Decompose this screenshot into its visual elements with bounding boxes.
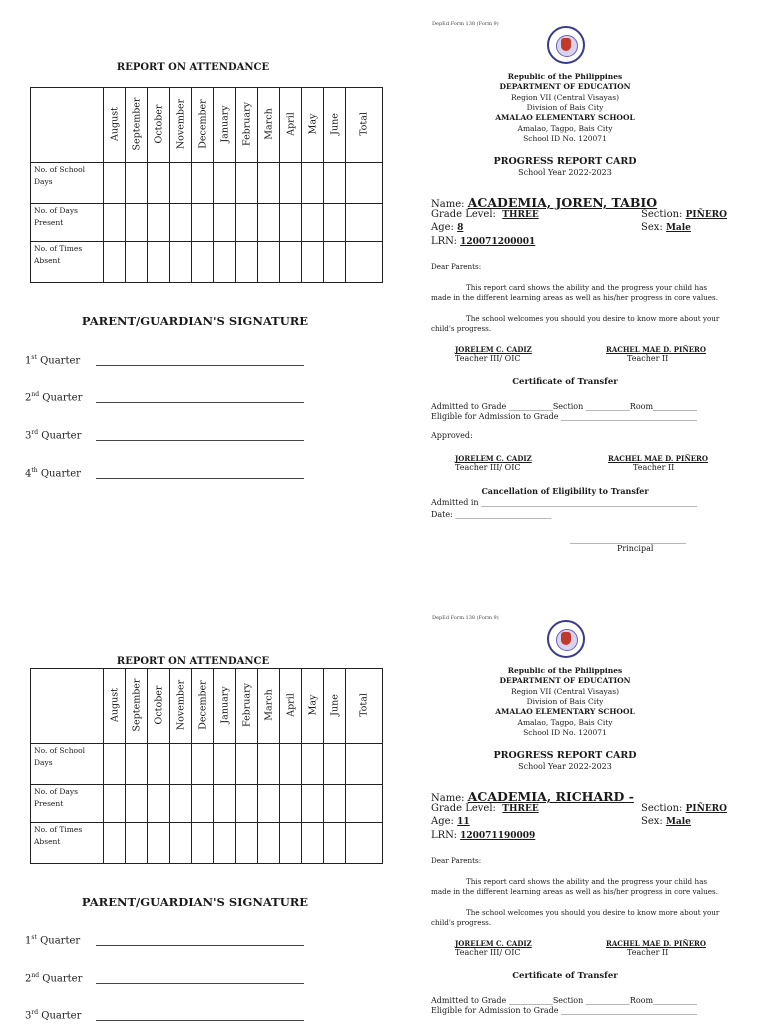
month-header: August <box>109 688 120 722</box>
month-header: May <box>307 694 318 716</box>
certificate-title: Certificate of Transfer <box>512 971 618 981</box>
department-line: DEPARTMENT OF EDUCATION <box>499 82 631 91</box>
signatory-role: Teacher II <box>627 354 669 363</box>
section-field: Section: PIÑERO <box>641 803 727 814</box>
division-line: Division of Bais City <box>526 697 604 706</box>
month-header: October <box>153 685 164 725</box>
row-label: No. of Times Absent <box>31 242 104 283</box>
total-header: Total <box>358 112 370 136</box>
sex-field: Sex: Male <box>641 222 691 233</box>
quarter-label: 1st Quarter <box>25 934 81 947</box>
table-row <box>31 242 383 283</box>
letter-text: The school welcomes you should you desire to know more about your <box>466 908 720 917</box>
attendance-table <box>30 87 383 283</box>
signature-line[interactable] <box>96 364 304 366</box>
school-line: AMALAO ELEMENTARY SCHOOL <box>495 113 635 122</box>
month-header: November <box>175 98 186 150</box>
signatory-role: Teacher III/ OIC <box>455 948 521 957</box>
row-label: No. of Days Present <box>31 204 104 242</box>
date-line[interactable]: Date: ________________________ <box>431 510 552 519</box>
signatory-role: Teacher III/ OIC <box>455 354 521 363</box>
admitted-grade-line[interactable]: Admitted to Grade ___________Section ___________Room___________ <box>431 996 698 1005</box>
signature-line[interactable] <box>96 982 304 984</box>
quarter-label: 1st Quarter <box>25 354 81 367</box>
signature-title: PARENT/GUARDIAN'S SIGNATURE <box>81 314 309 328</box>
signature-line[interactable] <box>96 944 304 946</box>
form-tag: DepEd Form 138 (Form 9) <box>432 21 499 27</box>
certificate-title: Certificate of Transfer <box>512 377 618 387</box>
letter-text: child's progress. <box>431 324 492 333</box>
address-line: Amalao, Tagpo, Bais City <box>517 124 613 133</box>
total-header: Total <box>358 693 370 717</box>
report-card-page-2 <box>0 594 768 1024</box>
section-field: Section: PIÑERO <box>641 209 727 220</box>
school-year: School Year 2022-2023 <box>518 168 612 177</box>
admitted-grade-line[interactable]: Admitted to Grade ___________Section ___________Room___________ <box>431 402 698 411</box>
signature-title: PARENT/GUARDIAN'S SIGNATURE <box>81 895 309 909</box>
month-header: March <box>263 689 274 721</box>
letter-text: This report card shows the ability and the progress your child has <box>466 877 708 886</box>
attendance-table <box>30 668 383 864</box>
month-header: September <box>131 678 142 732</box>
letter-text: child's progress. <box>431 918 492 927</box>
name-field: Name: ACADEMIA, JOREN, TABIO <box>431 195 658 210</box>
table-row <box>31 163 383 204</box>
signatory-name: JORELEM C. CADIZ <box>455 345 532 354</box>
greeting: Dear Parents: <box>431 262 482 271</box>
admitted-in-line[interactable]: Admitted in ______________________________________________________ <box>431 498 698 507</box>
division-line: Division of Bais City <box>526 103 604 112</box>
quarter-label: 2nd Quarter <box>25 391 83 404</box>
lrn-field: LRN: 120071200001 <box>431 236 536 247</box>
quarter-label: 3rd Quarter <box>25 1009 82 1022</box>
quarter-label: 2nd Quarter <box>25 972 83 985</box>
month-header: February <box>241 101 252 147</box>
month-header: April <box>285 693 296 717</box>
month-header: May <box>307 113 318 135</box>
address-line: Amalao, Tagpo, Bais City <box>517 718 613 727</box>
month-header: February <box>241 682 252 728</box>
age-field: Age: 11 <box>431 816 470 827</box>
signatory-name: JORELEM C. CADIZ <box>455 454 532 463</box>
deped-seal-icon <box>547 26 585 64</box>
lrn-field: LRN: 120071190009 <box>431 830 536 841</box>
principal-label: Principal <box>617 544 654 553</box>
row-label: No. of School Days <box>31 744 104 785</box>
card-title: PROGRESS REPORT CARD <box>493 750 637 761</box>
month-header: June <box>329 113 340 135</box>
card-title: PROGRESS REPORT CARD <box>493 156 637 167</box>
quarter-label: 3rd Quarter <box>25 429 82 442</box>
signature-line[interactable] <box>96 401 304 403</box>
month-header: January <box>219 686 230 724</box>
school-id-line: School ID No. 120071 <box>523 134 607 143</box>
sex-field: Sex: Male <box>641 816 691 827</box>
grade-field: Grade Level: THREE <box>431 803 539 814</box>
row-label: No. of Days Present <box>31 785 104 823</box>
month-header: June <box>329 694 340 716</box>
quarter-label: 4th Quarter <box>25 467 81 480</box>
attendance-title: REPORT ON ATTENDANCE <box>116 62 270 73</box>
deped-seal-icon <box>547 620 585 658</box>
signatory-name: JORELEM C. CADIZ <box>455 939 532 948</box>
signature-line[interactable] <box>96 477 304 479</box>
month-header: April <box>285 112 296 136</box>
month-header: December <box>197 680 208 730</box>
row-label: No. of School Days <box>31 163 104 204</box>
republic-line: Republic of the Philippines <box>507 666 623 675</box>
school-id-line: School ID No. 120071 <box>523 728 607 737</box>
letter-text: The school welcomes you should you desire to know more about your <box>466 314 720 323</box>
month-header: September <box>131 97 142 151</box>
region-line: Region VII (Central Visayas) <box>510 93 619 102</box>
signatory-name: RACHEL MAE D. PIÑERO <box>608 454 708 463</box>
signatory-name: RACHEL MAE D. PIÑERO <box>606 939 706 948</box>
signatory-role: Teacher III/ OIC <box>455 463 521 472</box>
signatory-role: Teacher II <box>627 948 669 957</box>
signatory-role: Teacher II <box>633 463 675 472</box>
student-name: ACADEMIA, RICHARD - <box>467 789 634 804</box>
month-header: January <box>219 105 230 143</box>
student-name: ACADEMIA, JOREN, TABIO <box>467 195 658 210</box>
month-header: November <box>175 679 186 731</box>
signature-line[interactable] <box>96 1019 304 1021</box>
letter-text: made in the different learning areas as well as his/her progress in core values. <box>431 887 719 896</box>
letter-text: This report card shows the ability and the progress your child has <box>466 283 708 292</box>
table-row <box>31 204 383 242</box>
school-line: AMALAO ELEMENTARY SCHOOL <box>495 707 635 716</box>
cancellation-title: Cancellation of Eligibility to Transfer <box>481 486 649 496</box>
eligible-line[interactable]: Eligible for Admission to Grade __________________________________ <box>431 1006 698 1015</box>
republic-line: Republic of the Philippines <box>507 72 623 81</box>
attendance-title: REPORT ON ATTENDANCE <box>116 656 270 667</box>
greeting: Dear Parents: <box>431 856 482 865</box>
table-row <box>31 823 383 864</box>
signature-line[interactable] <box>96 439 304 441</box>
table-row <box>31 785 383 823</box>
approved-label: Approved: <box>431 431 473 440</box>
age-field: Age: 8 <box>431 222 464 233</box>
signatory-name: RACHEL MAE D. PIÑERO <box>606 345 706 354</box>
region-line: Region VII (Central Visayas) <box>510 687 619 696</box>
table-row <box>31 744 383 785</box>
grade-field: Grade Level: THREE <box>431 209 539 220</box>
month-header: August <box>109 107 120 141</box>
month-header: October <box>153 104 164 144</box>
school-year: School Year 2022-2023 <box>518 762 612 771</box>
form-tag: DepEd Form 138 (Form 9) <box>432 615 499 621</box>
eligible-line[interactable]: Eligible for Admission to Grade __________________________________ <box>431 412 698 421</box>
row-label: No. of Times Absent <box>31 823 104 864</box>
month-header: December <box>197 99 208 149</box>
principal-signature-line[interactable]: _____________________________ <box>570 535 686 544</box>
letter-text: made in the different learning areas as well as his/her progress in core values. <box>431 293 719 302</box>
name-field: Name: ACADEMIA, RICHARD - <box>431 789 634 804</box>
department-line: DEPARTMENT OF EDUCATION <box>499 676 631 685</box>
month-header: March <box>263 108 274 140</box>
